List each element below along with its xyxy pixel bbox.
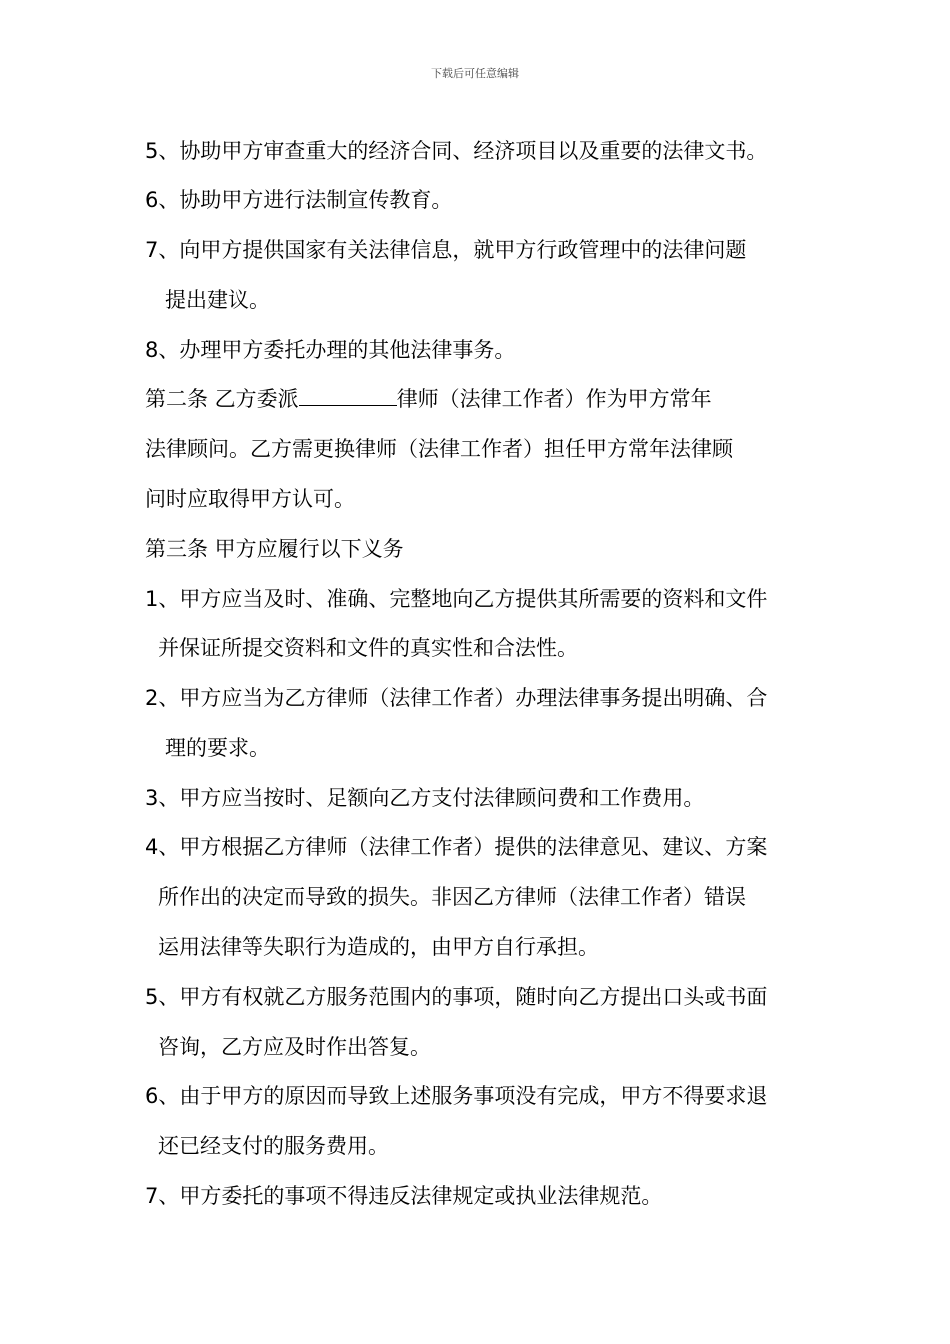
clause-item-6: 6、协助甲方进行法制宣传教育。 (145, 188, 453, 212)
clause-item-7: 7、向甲方提供国家有关法律信息，就甲方行政管理中的法律问题 (145, 238, 747, 262)
duty-item-4: 4、甲方根据乙方律师（法律工作者）提供的法律意见、建议、方案 (145, 835, 768, 859)
duty-item-5-cont: 咨询，乙方应及时作出答复。 (158, 1035, 431, 1059)
clause-item-5: 5、协助甲方审查重大的经济合同、经济项目以及重要的法律文书。 (145, 139, 768, 163)
duty-item-6-cont: 还已经支付的服务费用。 (158, 1134, 389, 1158)
article-2-line-1 (145, 385, 712, 413)
duty-item-1: 1、甲方应当及时、准确、完整地向乙方提供其所需要的资料和文件 (145, 587, 768, 611)
duty-item-2-cont: 理的要求。 (165, 736, 270, 760)
duty-item-4-cont-2: 运用法律等失职行为造成的，由甲方自行承担。 (158, 935, 599, 959)
duty-item-2: 2、甲方应当为乙方律师（法律工作者）办理法律事务提出明确、合 (145, 686, 768, 710)
article-2-suffix: 律师（法律工作者）作为甲方常年 (396, 387, 712, 411)
page-header: 下载后可任意编辑 (431, 67, 519, 80)
fill-in-blank[interactable] (299, 385, 397, 406)
clause-item-7-cont: 提出建议。 (165, 288, 270, 312)
article-3-heading: 第三条 甲方应履行以下义务 (145, 537, 404, 561)
article-2-line-2: 法律顾问。乙方需更换律师（法律工作者）担任甲方常年法律顾 (145, 437, 733, 461)
duty-item-3: 3、甲方应当按时、足额向乙方支付法律顾问费和工作费用。 (145, 786, 705, 810)
duty-item-6: 6、由于甲方的原因而导致上述服务事项没有完成，甲方不得要求退 (145, 1084, 768, 1108)
clause-item-8: 8、办理甲方委托办理的其他法律事务。 (145, 338, 516, 362)
duty-item-1-cont: 并保证所提交资料和文件的真实性和合法性。 (158, 636, 578, 660)
duty-item-7: 7、甲方委托的事项不得违反法律规定或执业法律规范。 (145, 1184, 663, 1208)
article-2-prefix: 第二条 乙方委派 (145, 387, 299, 411)
duty-item-5: 5、甲方有权就乙方服务范围内的事项，随时向乙方提出口头或书面 (145, 985, 768, 1009)
duty-item-4-cont-1: 所作出的决定而导致的损失。非因乙方律师（法律工作者）错误 (158, 885, 746, 909)
article-2-line-3: 问时应取得甲方认可。 (145, 487, 355, 511)
